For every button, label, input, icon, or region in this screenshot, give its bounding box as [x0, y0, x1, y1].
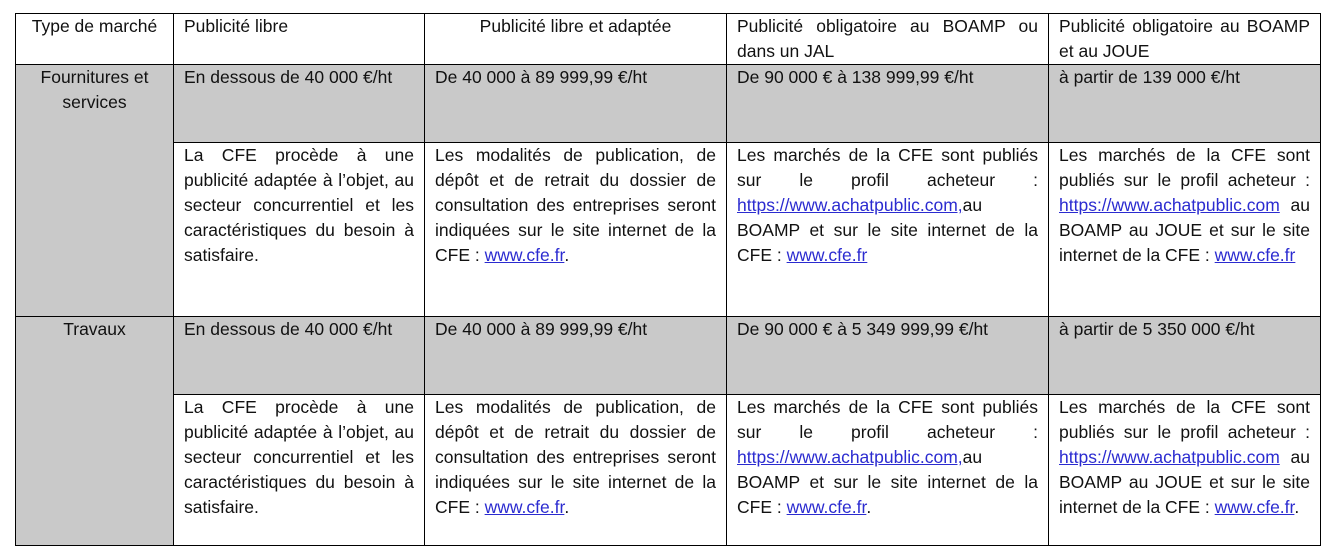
description-joue — [1049, 395, 1321, 546]
period: . — [866, 497, 872, 517]
description-boamp — [727, 395, 1049, 546]
period: . — [1294, 497, 1300, 517]
travaux-threshold-row — [16, 317, 1321, 395]
achatpublic-link[interactable]: https://www.achatpublic.com, — [737, 195, 963, 215]
fournitures-threshold-row — [16, 65, 1321, 143]
description-text: Les marchés de la CFE sont publiés sur le profil acheteur : — [1059, 145, 1310, 190]
cfe-link[interactable]: www.cfe.fr — [786, 245, 868, 265]
threshold-cell: De 40 000 à 89 999,99 €/ht — [425, 317, 727, 395]
description-boamp — [727, 143, 1049, 317]
description-text: Les modalités de publication, de dépôt et de retrait du dossier de consultation des entreprises seront indiquées sur le site internet de la CFE : — [435, 397, 716, 517]
threshold-cell: De 90 000 € à 5 349 999,99 €/ht — [727, 317, 1049, 395]
description-text: Les marchés de la CFE sont publiés sur le profil acheteur : — [1059, 397, 1310, 442]
description-text: Les marchés de la CFE sont publiés sur le profil acheteur : — [737, 145, 1038, 190]
header-publicite-libre-adaptee: Publicité libre et adaptée — [425, 14, 727, 65]
description-libre: La CFE procède à une publicité adaptée à l’objet, au secteur concurrentiel et les caractéristiques du besoin à satisfaire. — [174, 143, 425, 317]
achatpublic-link[interactable]: https://www.achatpublic.com — [1059, 447, 1280, 467]
header-publicite-libre: Publicité libre — [174, 14, 425, 65]
achatpublic-link[interactable]: https://www.achatpublic.com — [1059, 195, 1280, 215]
category-travaux: Travaux — [16, 317, 174, 546]
cfe-link[interactable]: www.cfe.fr — [786, 497, 867, 517]
threshold-cell: En dessous de 40 000 €/ht — [174, 317, 425, 395]
description-text: au BOAMP et sur le site internet de la CFE : — [737, 447, 1038, 517]
header-publicite-boamp-joue: Publicité obligatoire au BOAMP et au JOUE — [1049, 14, 1321, 65]
publicity-thresholds-table — [15, 13, 1321, 546]
description-libre: La CFE procède à une publicité adaptée à l’objet, au secteur concurrentiel et les caractéristiques du besoin à satisfaire. — [174, 395, 425, 546]
header-row — [16, 14, 1321, 65]
threshold-cell: En dessous de 40 000 €/ht — [174, 65, 425, 143]
description-text: Les marchés de la CFE sont publiés sur le profil acheteur : — [737, 397, 1038, 442]
cfe-link[interactable]: www.cfe.fr — [484, 497, 565, 517]
description-text: au BOAMP et sur le site internet de la CFE : — [737, 195, 1038, 265]
description-joue — [1049, 143, 1321, 317]
period: . — [564, 245, 570, 265]
cfe-link[interactable]: www.cfe.fr — [1214, 245, 1296, 265]
cfe-link[interactable]: www.cfe.fr — [484, 245, 565, 265]
category-fournitures-services: Fournitures et services — [16, 65, 174, 317]
travaux-description-row — [16, 395, 1321, 546]
description-text: au BOAMP au JOUE et sur le site internet de la CFE : — [1059, 447, 1310, 517]
cfe-link[interactable]: www.cfe.fr — [1214, 497, 1295, 517]
achatpublic-link[interactable]: https://www.achatpublic.com, — [737, 447, 963, 467]
period: . — [564, 497, 570, 517]
fournitures-description-row — [16, 143, 1321, 317]
header-publicite-boamp-jal: Publicité obligatoire au BOAMP ou dans un JAL — [727, 14, 1049, 65]
header-type-de-marche: Type de marché — [16, 14, 174, 65]
threshold-cell: à partir de 139 000 €/ht — [1049, 65, 1321, 143]
description-text: Les modalités de publication, de dépôt et de retrait du dossier de consultation des entreprises seront indiquées sur le site internet de la CFE : — [435, 145, 716, 265]
description-adaptee — [425, 395, 727, 546]
description-adaptee — [425, 143, 727, 317]
threshold-cell: De 40 000 à 89 999,99 €/ht — [425, 65, 727, 143]
threshold-cell: à partir de 5 350 000 €/ht — [1049, 317, 1321, 395]
threshold-cell: De 90 000 € à 138 999,99 €/ht — [727, 65, 1049, 143]
description-text: au BOAMP au JOUE et sur le site internet de la CFE : — [1059, 195, 1310, 265]
